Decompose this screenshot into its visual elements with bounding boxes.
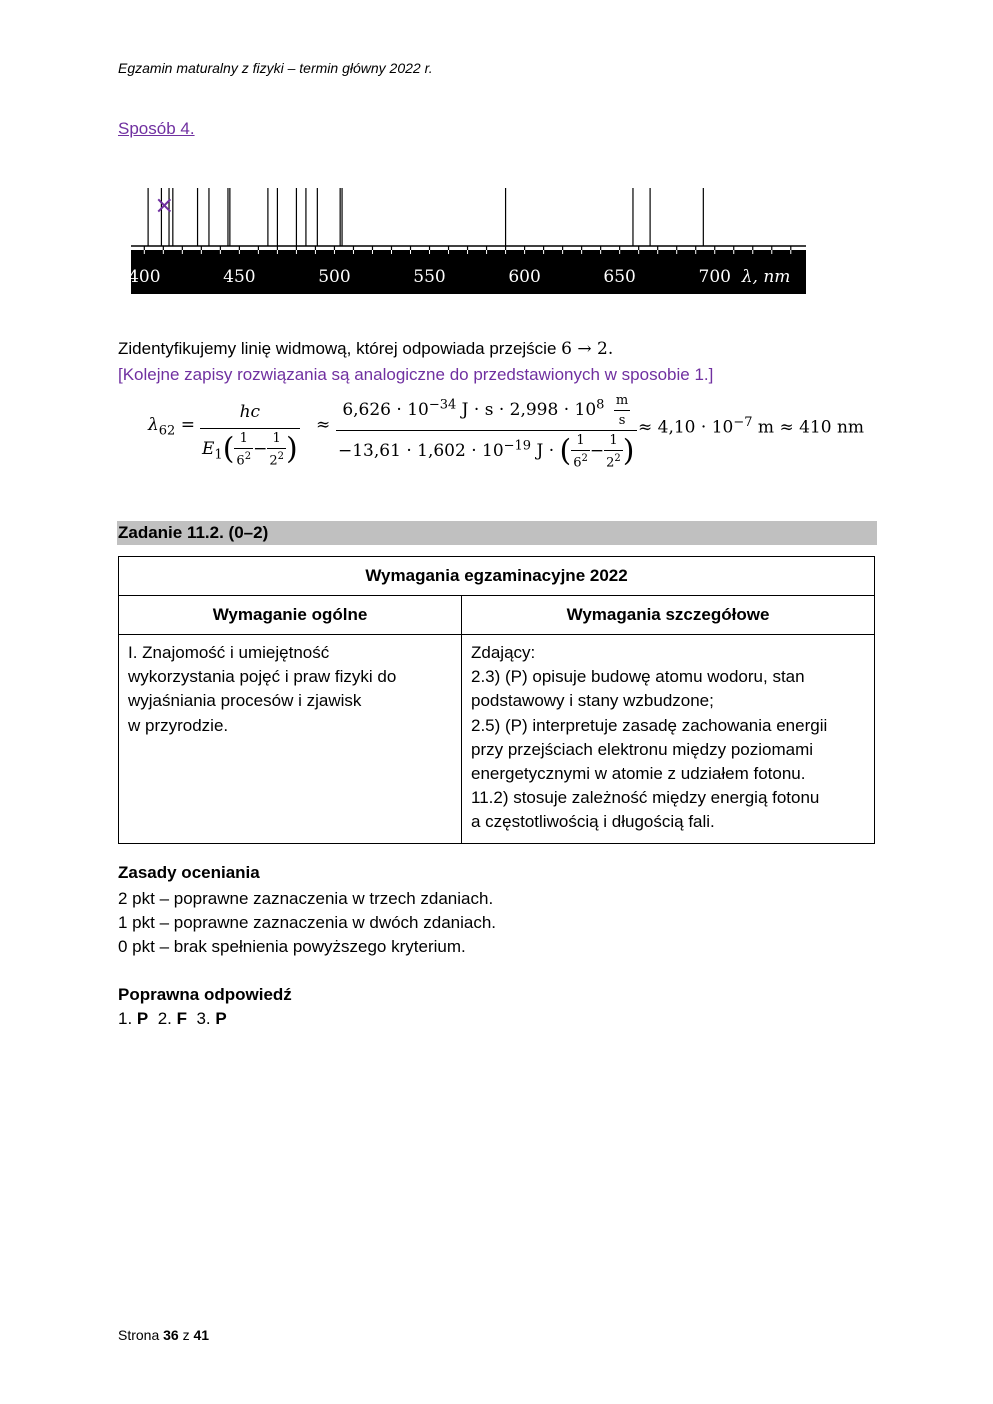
spectrum-diagram bbox=[128, 183, 808, 297]
tick-label: 600 bbox=[508, 267, 541, 287]
detailed-requirement-cell bbox=[462, 635, 875, 844]
answer-value: P bbox=[136, 1009, 149, 1028]
tick-label: 450 bbox=[223, 267, 256, 287]
grading-rule-line: 1 pkt – poprawne zaznaczenia w dwóch zdaniach. bbox=[118, 913, 497, 933]
minus-a: − bbox=[253, 439, 268, 460]
numerator-values bbox=[336, 393, 637, 430]
lambda-subscript: 62 bbox=[158, 423, 176, 439]
detailed-requirement-line: 2.5) (P) interpretuje zasadę zachowania energii bbox=[471, 715, 828, 735]
answer-list bbox=[118, 1009, 227, 1029]
detailed-requirement-line: 2.3) (P) opisuje budowę atomu wodoru, stan bbox=[471, 667, 805, 687]
lambda-symbol: λ bbox=[148, 415, 159, 435]
equals-sign: = bbox=[180, 415, 195, 435]
frac-one-b: 1 bbox=[272, 431, 281, 446]
method-title: Sposób 4. bbox=[118, 119, 195, 138]
col-detailed-header: Wymagania szczegółowe bbox=[462, 596, 875, 635]
answer-value: P bbox=[215, 1009, 227, 1028]
general-requirement-line: wyjaśniania procesów i zjawisk bbox=[128, 691, 362, 711]
tick-label: 500 bbox=[318, 267, 351, 287]
approx-1: ≈ bbox=[316, 415, 331, 435]
result bbox=[638, 415, 864, 438]
col-general-header: Wymaganie ogólne bbox=[119, 596, 462, 635]
six-b: 6 bbox=[573, 455, 582, 471]
footer-total: 41 bbox=[193, 1327, 210, 1343]
tick-label: 700 bbox=[698, 267, 731, 287]
answer-number: 1. bbox=[118, 1009, 137, 1028]
sq-a: 2 bbox=[244, 451, 252, 462]
six: 6 bbox=[236, 453, 245, 469]
transition-math: 6 → 2. bbox=[561, 339, 614, 359]
denominator-energy: $E_1$( $\frac{1}{6^2}$ − $\frac{1}{2^2}$ ) bbox=[200, 428, 300, 468]
detailed-requirement-line: podstawowy i stany wzbudzone; bbox=[471, 691, 714, 711]
detailed-requirement-line: energetycznymi w atomie z udziałem fotonu. bbox=[471, 764, 806, 784]
tick-label: 400 bbox=[128, 267, 161, 287]
answer-number: 3. bbox=[187, 1009, 216, 1028]
axis-unit-label: λ, nm bbox=[741, 267, 791, 287]
numerator-hc: hc bbox=[239, 402, 261, 422]
tick-label: 550 bbox=[413, 267, 446, 287]
result-unit: m ≈ 410 nm bbox=[752, 417, 865, 438]
answer-number: 2. bbox=[148, 1009, 177, 1028]
sq-b: 2 bbox=[277, 451, 284, 462]
denominator-values: $-13,61 \cdot 1,602 \cdot 10^{-19}$ J · ( $\frac{1}{6^2}$ − $\frac{1}{2^2}$ ) bbox=[336, 430, 637, 470]
den-exp: −19 bbox=[503, 438, 532, 454]
grading-title: Zasady oceniania bbox=[118, 863, 260, 882]
task-title: Zadanie 11.2. (0–2) bbox=[118, 523, 269, 542]
den-value: −13,61 · 1,602 · 10 bbox=[338, 441, 504, 462]
num-value-b: J · s · 2,998 · 10 bbox=[456, 400, 597, 420]
num-exp-b: 8 bbox=[596, 397, 605, 413]
page-header: Egzamin maturalny z fizyki – termin główny 2022 r. bbox=[118, 60, 433, 76]
wavelength-equation bbox=[148, 393, 888, 483]
frac-one-c: 1 bbox=[576, 433, 585, 448]
unit-s: s bbox=[614, 410, 630, 428]
footer-page: 36 bbox=[163, 1327, 179, 1343]
fraction-values bbox=[336, 393, 637, 470]
fraction-hc bbox=[200, 393, 300, 468]
requirements-title: Wymagania egzaminacyjne 2022 bbox=[119, 557, 875, 596]
minus-b: − bbox=[589, 441, 605, 462]
requirements-table bbox=[118, 556, 875, 844]
grading-rule-line: 2 pkt – poprawne zaznaczenia w trzech zdaniach. bbox=[118, 889, 494, 908]
intro-paragraph bbox=[118, 339, 613, 359]
solution-note: [Kolejne zapisy rozwiązania są analogiczne do przedstawionych w sposobie 1.] bbox=[118, 365, 714, 384]
task-heading bbox=[117, 521, 877, 545]
two-b: 2 bbox=[606, 455, 615, 471]
general-requirement-cell bbox=[119, 635, 462, 844]
frac-one-a: 1 bbox=[239, 431, 248, 446]
marked-line-marker: × bbox=[154, 191, 175, 219]
num-value-a: 6,626 · 10 bbox=[342, 400, 429, 420]
general-requirement-line: wykorzystania pojęć i praw fizyki do bbox=[128, 667, 397, 687]
energy-symbol: E bbox=[202, 439, 215, 460]
two: 2 bbox=[269, 453, 278, 469]
result-value: ≈ 4,10 · 10 bbox=[638, 417, 734, 438]
general-requirement-line: I. Znajomość i umiejętność bbox=[128, 643, 330, 662]
detailed-requirement-line: Zdający: bbox=[471, 643, 536, 662]
detailed-requirement-line: przy przejściach elektronu między poziomami bbox=[471, 739, 814, 759]
tick-label: 650 bbox=[603, 267, 636, 287]
energy-subscript: 1 bbox=[214, 447, 223, 463]
footer-prefix: Strona bbox=[118, 1327, 164, 1343]
page-footer bbox=[118, 1327, 209, 1343]
frac-one-d: 1 bbox=[609, 433, 618, 448]
answer-value: F bbox=[176, 1009, 187, 1028]
footer-mid: z bbox=[178, 1327, 194, 1343]
sq-d: 2 bbox=[614, 453, 621, 464]
detailed-requirement-line: a częstotliwością i długością fali. bbox=[471, 812, 715, 832]
den-unit: J · bbox=[531, 441, 560, 462]
result-exp: −7 bbox=[733, 415, 753, 430]
grading-rule-line: 0 pkt – brak spełnienia powyższego kryterium. bbox=[118, 937, 466, 957]
general-requirement-line: w przyrodzie. bbox=[128, 715, 229, 735]
num-exp-a: −34 bbox=[428, 397, 457, 413]
answer-title: Poprawna odpowiedź bbox=[118, 985, 292, 1004]
sq-c: 2 bbox=[581, 453, 588, 464]
grading-rules bbox=[118, 887, 496, 960]
intro-text: Zidentyfikujemy linię widmową, której odpowiada przejście bbox=[118, 339, 562, 358]
detailed-requirement-line: 11.2) stosuje zależność między energią fotonu bbox=[471, 788, 820, 808]
unit-m: m bbox=[615, 393, 629, 408]
